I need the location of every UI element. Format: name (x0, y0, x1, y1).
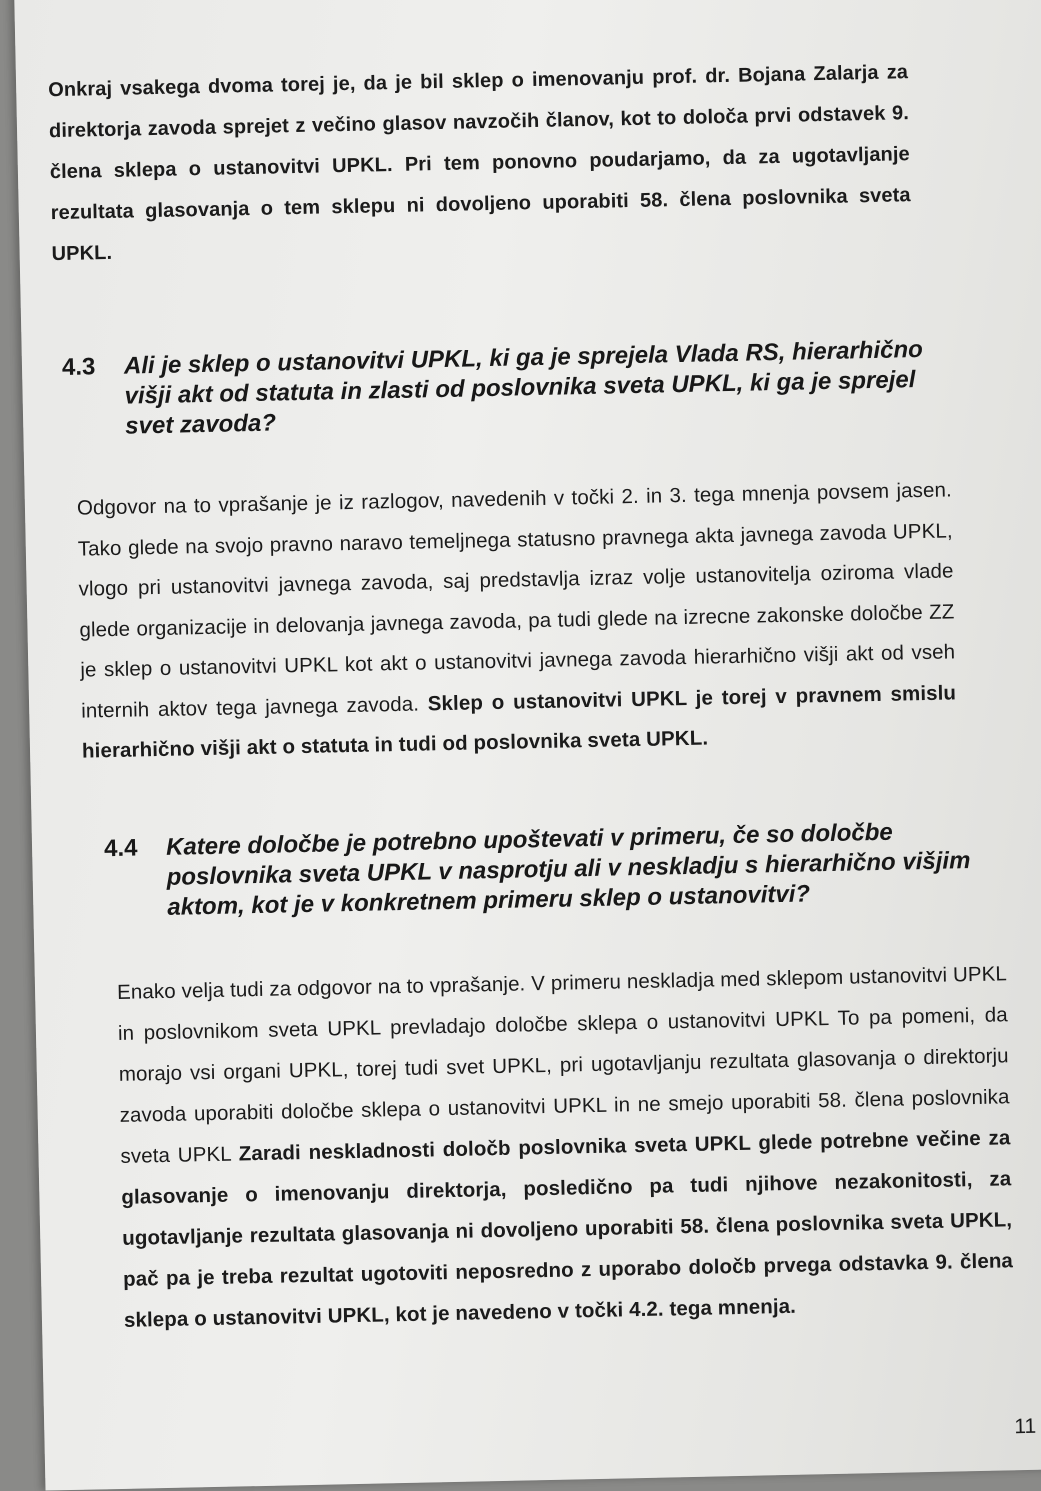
paragraph-3-bold: Zaradi neskladnosti določb poslovnika sveta UPKL glede potrebne večine za glasovanje o imenovanju direktorja, posledično pa tudi njihove nezakonitosti, za ugotavljanje rezultata glasovanja ni dovoljeno uporabiti 58. člena poslovnika sveta UPKL, pač pa je treba rezultat ugotoviti neposredno z uporabo določb prvega odstavka 9. člena sklepa o ustanovitvi UPKL, kot je navedeno v točki 4.2. tega mnenja. (121, 1125, 1014, 1332)
section-4-3-heading (62, 335, 929, 443)
document-page (14, 0, 1041, 1491)
section-4-4-heading (104, 815, 986, 923)
section-title: Ali je sklep o ustanovitvi UPKL, ki ga je sprejela Vlada RS, hierarhično višji akt od statuta in zlasti od poslovnika sveta UPKL, ki ga je sprejel svet zavoda? (123, 335, 924, 440)
section-number: 4.4 (103, 833, 138, 862)
paragraph-2 (77, 470, 958, 772)
paragraph-1: Onkraj vsakega dvoma torej je, da je bil sklep o imenovanju prof. dr. Bojana Zalarja za direktorja zavoda sprejet z večino glasov navzočih članov, kot to določa prvi odstavek 9. člena sklepa o ustanovitvi UPKL. Pri tem ponovno poudarjamo, da za ugotavljanje rezultata glasovanja o tem sklepu ni dovoljeno uporabiti 58. člena poslovnika sveta UPKL. (47, 61, 911, 266)
paragraph-2-bold: Sklep o ustanovitvi UPKL je torej v pravnem smislu hierarhično višji akt o statuta in tudi od poslovnika sveta UPKL. (81, 680, 957, 763)
paragraph-3 (117, 953, 1015, 1341)
section-number: 4.3 (61, 353, 96, 381)
page-number: 11 (1014, 1414, 1037, 1439)
page-content (47, 52, 1014, 1342)
paragraph-3-regular: Enako velja tudi za odgovor na to vprašanje. V primeru neskladja med sklepom ustanovitvi UPKL in poslovnikom sveta UPKL prevladajo določbe sklepa o ustanovitvi UPKL To pa pomeni, da morajo vsi organi UPKL, torej tudi svet UPKL, pri ugotavljanju rezultata glasovanja o direktorju zavoda uporabiti določbe sklepa o ustanovitvi UPKL in ne smejo uporabiti 58. člena poslovnika sveta UPKL (116, 961, 1010, 1168)
section-title: Katere določbe je potrebno upoštevati v primeru, če so določbe poslovnika sveta UPKL v nasprotju ali v neskladju s hierarhično višjim aktom, kot je v konkretnem primeru sklep o ustanovitvi? (165, 818, 971, 921)
paragraph-2-regular: Odgovor na to vprašanje je iz razlogov, navedenih v točki 2. in 3. tega mnenja povsem jasen. Tako glede na svojo pravno naravo temeljnega statusno pravnega akta javnega zavoda UPKL, vlogo pri ustanovitvi javnega zavoda, saj predstavlja izraz volje ustanovitelja oziroma vlade glede organizacije in delovanja javnega zavoda, pa tudi glede na izrecne zakonske določbe ZZ je sklep o ustanovitvi UPKL kot akt o ustanovitvi javnega zavoda hierarhično višji akt od vseh internih aktov tega javnega zavoda. (76, 478, 956, 723)
